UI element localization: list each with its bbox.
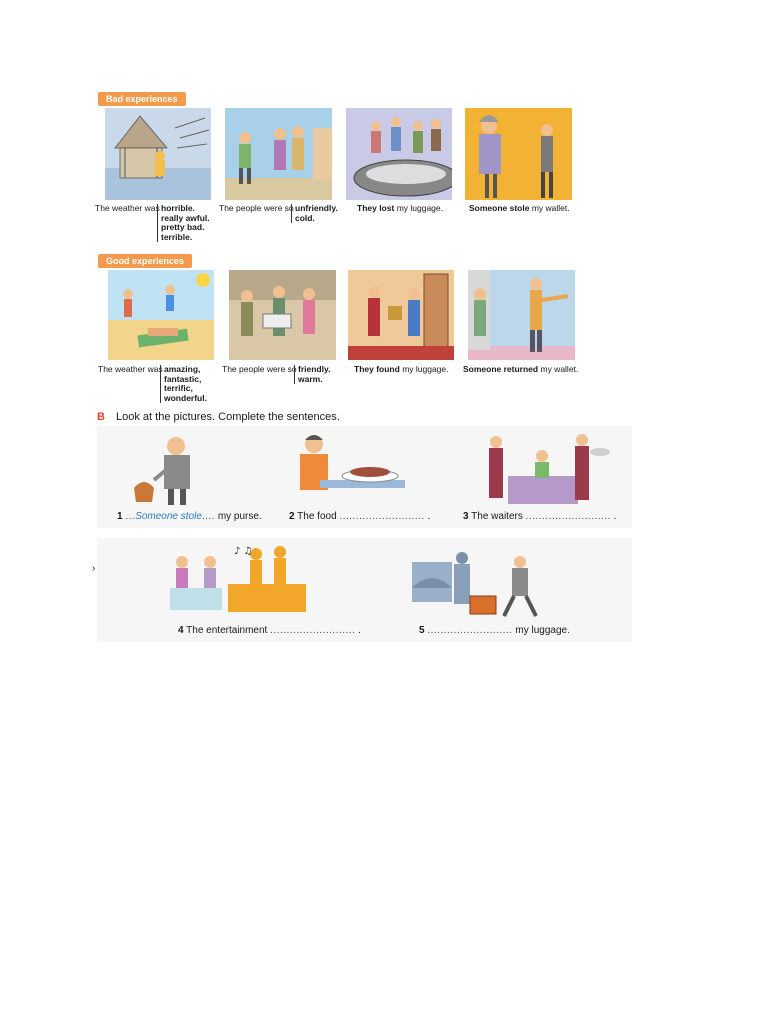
item-number: 1 [117,511,123,522]
exercise-item-4 [178,625,361,636]
stolen-wallet-illustration [465,108,572,200]
purse-theft-illustration [120,430,205,505]
exercise-item-2 [289,511,430,522]
good-caption-1-words [160,365,207,403]
baggage-carousel-illustration [346,108,452,200]
answer-blank[interactable]: .......................... [339,511,425,522]
exercise-item-3 [463,511,616,522]
bad-caption-1-words [157,204,210,242]
friendly-people-illustration [229,270,336,360]
good-caption-2-words [294,365,330,384]
item-number: 2 [289,511,295,522]
exercise-letter: B [97,411,105,423]
bad-caption-2-words [291,204,338,223]
found-luggage-illustration [348,270,454,360]
word-option: cold. [295,212,315,223]
item-text-before: The food [297,511,337,522]
caption-rest: my luggage. [396,203,443,213]
caption-bold: They lost [357,203,395,213]
answer-blank-trail: .... [201,511,216,522]
unfriendly-people-illustration [225,108,332,200]
lost-luggage-illustration [410,548,555,620]
caption-rest: my wallet. [540,364,579,374]
item-number: 5 [419,625,425,636]
caption-rest: my luggage. [402,364,449,374]
item-text-after: . [613,511,617,522]
item-text-after: my purse. [217,511,262,522]
word-option: really awful. [161,212,210,223]
word-option: unfriendly. [295,203,338,213]
word-option: friendly. [298,364,331,374]
exercise-instruction: Look at the pictures. Complete the sentences. [116,411,340,423]
item-number: 4 [178,625,184,636]
item-number: 3 [463,511,469,522]
waiters-illustration [470,430,615,505]
stormy-beach-illustration [105,108,211,200]
side-mark: › [92,563,96,574]
word-option: fantastic, [164,373,202,384]
bad-caption-1-prefix: The weather was [95,203,160,213]
word-option: terrific, [164,383,193,393]
answer-blank[interactable]: .......................... [525,511,611,522]
good-caption-1-prefix: The weather was [98,364,163,374]
caption-bold: Someone stole [469,203,530,213]
word-option: horrible. [161,203,196,213]
good-caption-3 [354,365,449,375]
returned-wallet-illustration [468,270,575,360]
entertainment-illustration [168,540,308,618]
good-caption-4 [463,365,578,375]
item-text-before: The waiters [471,511,523,522]
word-option: warm. [298,373,323,384]
exercise-item-1 [117,511,262,522]
item-text-after: . [427,511,431,522]
example-answer: Someone stole [135,511,202,522]
caption-rest: my wallet. [531,203,570,213]
item-text-after: my luggage. [515,625,570,636]
exercise-heading [97,411,340,423]
word-option: terrible. [161,231,193,242]
word-option: wonderful. [164,392,207,403]
food-illustration [290,430,405,505]
answer-blank[interactable]: .......................... [427,625,513,636]
caption-bold: Someone returned [463,364,539,374]
bad-caption-3 [357,204,443,214]
word-option: amazing, [164,364,201,374]
item-text-after: . [358,625,361,636]
answer-blank[interactable]: .......................... [270,625,356,636]
good-caption-2-prefix: The people were so [222,364,297,374]
exercise-item-5 [419,625,570,636]
bad-experiences-tag: Bad experiences [98,92,186,106]
good-experiences-tag: Good experiences [98,254,192,268]
bad-caption-4 [469,204,570,214]
word-option: pretty bad. [161,222,205,232]
answer-blank-lead: ... [125,511,136,522]
item-text-before: The entertainment [186,625,268,636]
bad-caption-2-prefix: The people were so [219,203,294,213]
sunny-beach-illustration [108,270,214,360]
caption-bold: They found [354,364,400,374]
svg-text:♪ ♫: ♪ ♫ [234,546,253,557]
